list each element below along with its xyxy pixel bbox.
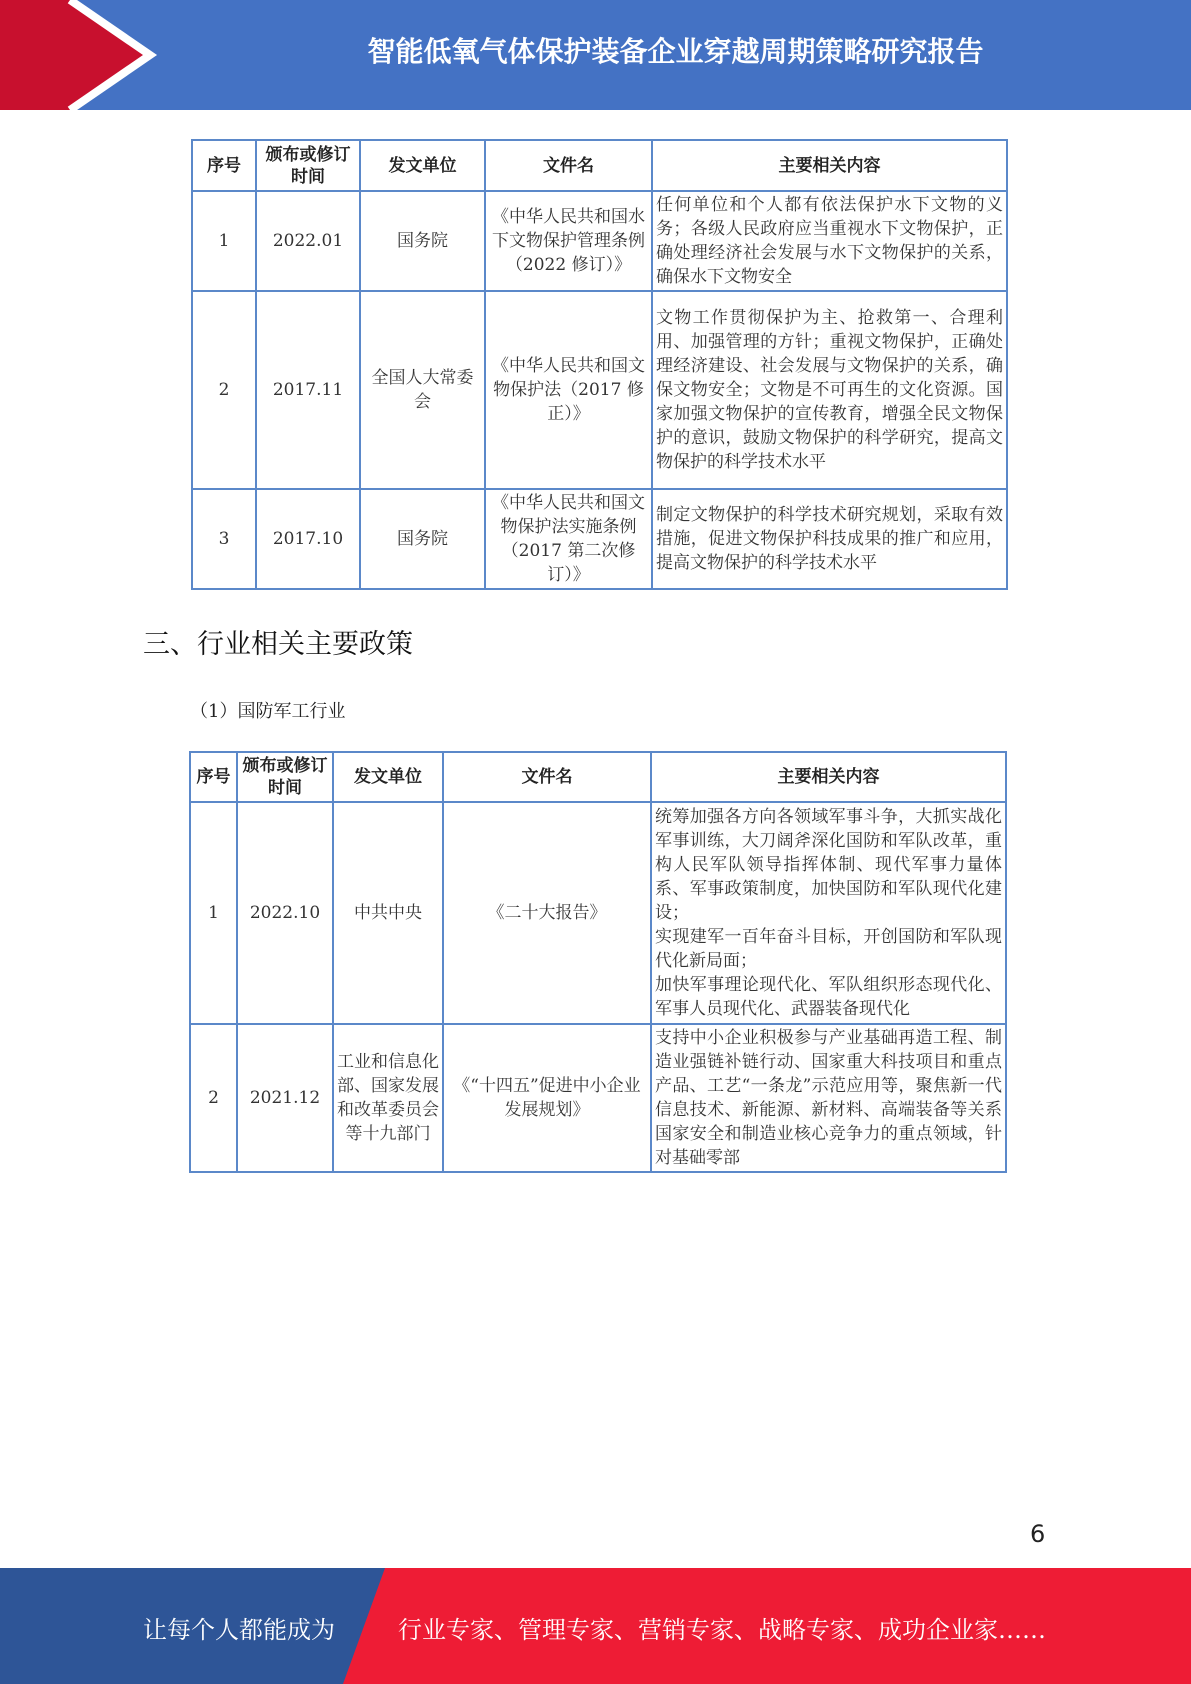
page-number: 6 [1030,1520,1046,1548]
subsection-heading: （1）国防军工行业 [190,701,346,722]
section-heading: 三、行业相关主要政策 [143,629,413,660]
footer-slogan-right: 行业专家、管理专家、营销专家、战略专家、成功企业家…… [398,1616,1046,1644]
row-number: 3 [192,489,256,589]
row-content: 制定文物保护的科学技术研究规划，采取有效措施，促进文物保护科技成果的推广和应用，提高文物保护的科学技术水平 [652,489,1007,589]
header-cell: 文件名 [443,752,651,802]
regulations-table [191,139,1008,590]
row-document: 《中华人民共和国水下文物保护管理条例（2022 修订）》 [485,191,652,291]
row-document: 《中华人民共和国文物保护法（2017 修正）》 [485,291,652,489]
table-header-row [192,140,1007,191]
row-date: 2022.01 [256,191,360,291]
report-title: 智能低氧气体保护装备企业穿越周期策略研究报告 [367,35,984,68]
row-date: 2017.11 [256,291,360,489]
row-document: 《二十大报告》 [443,802,651,1024]
row-issuer: 国务院 [360,191,485,291]
row-number: 1 [190,802,237,1024]
header-cell: 发文单位 [333,752,443,802]
row-date: 2021.12 [237,1024,333,1172]
row-issuer: 中共中央 [333,802,443,1024]
row-issuer: 全国人大常委会 [360,291,485,489]
footer-slogan-left: 让每个人都能成为 [143,1616,335,1644]
table-row [192,291,1007,489]
row-content: 支持中小企业积极参与产业基础再造工程、制造业强链补链行动、国家重大科技项目和重点产品、工艺“一条龙”示范应用等，聚焦新一代信息技术、新能源、新材料、高端装备等关系国家安全和制造业核心竞争力的重点领域，针对基础零部 [651,1024,1006,1172]
row-date: 2022.10 [237,802,333,1024]
header-cell: 颁布或修订时间 [237,752,333,802]
table-row [192,489,1007,589]
table-header-row [190,752,1006,802]
header-cell: 主要相关内容 [651,752,1006,802]
table-row [190,802,1006,1024]
header-cell: 序号 [192,140,256,191]
defense-policy-table [189,751,1007,1173]
header-cell: 颁布或修订时间 [256,140,360,191]
page-header [0,0,1191,110]
row-document: 《中华人民共和国文物保护法实施条例（2017 第二次修订）》 [485,489,652,589]
row-number: 1 [192,191,256,291]
row-content: 文物工作贯彻保护为主、抢救第一、合理利用、加强管理的方针；重视文物保护，正确处理经济建设、社会发展与文物保护的关系，确保文物安全；文物是不可再生的文化资源。国家加强文物保护的宣传教育，增强全民文物保护的意识，鼓励文物保护的科学研究，提高文物保护的科学技术水平 [652,291,1007,489]
row-date: 2017.10 [256,489,360,589]
header-cell: 文件名 [485,140,652,191]
row-issuer: 国务院 [360,489,485,589]
table-row [190,1024,1006,1172]
row-document: 《“十四五”促进中小企业发展规划》 [443,1024,651,1172]
table-row [192,191,1007,291]
row-content: 统筹加强各方向各领域军事斗争，大抓实战化军事训练，大刀阔斧深化国防和军队改革，重构人民军队领导指挥体制、现代军事力量体系、军事政策制度，加快国防和军队现代化建设； 实现建军一百年奋斗目标，开创国防和军队现代化新局面； 加快军事理论现代化、军队组织形态现代化、军事人员现代化、武器装备现代化 [651,802,1006,1024]
header-cell: 主要相关内容 [652,140,1007,191]
row-content: 任何单位和个人都有依法保护水下文物的义务；各级人民政府应当重视水下文物保护，正确处理经济社会发展与水下文物保护的关系，确保水下文物安全 [652,191,1007,291]
row-number: 2 [190,1024,237,1172]
header-cell: 序号 [190,752,237,802]
row-number: 2 [192,291,256,489]
page-footer [0,1568,1191,1684]
row-issuer: 工业和信息化部、国家发展和改革委员会等十九部门 [333,1024,443,1172]
header-cell: 发文单位 [360,140,485,191]
